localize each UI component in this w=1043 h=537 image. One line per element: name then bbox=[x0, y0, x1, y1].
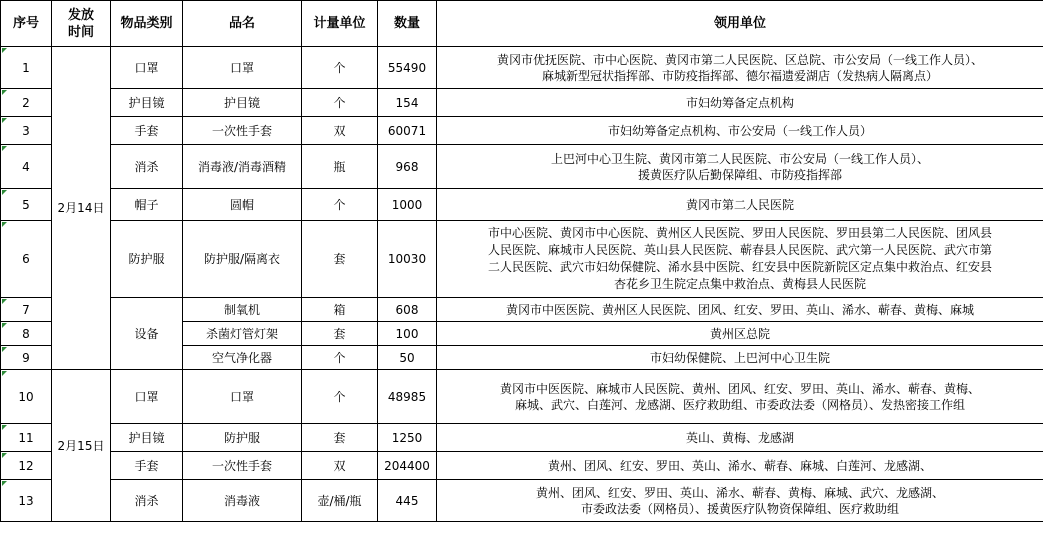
cell-category: 护目镜 bbox=[111, 89, 183, 117]
cell-date: 2月14日 bbox=[52, 47, 111, 370]
cell-qty: 100 bbox=[378, 322, 437, 346]
cell-name: 一次性手套 bbox=[183, 452, 302, 480]
cell-recipients: 市妇幼筹备定点机构、市公安局（一线工作人员） bbox=[437, 117, 1043, 145]
cell-unit: 个 bbox=[302, 47, 378, 89]
cell-seq: 13 bbox=[1, 480, 52, 522]
cell-recipients: 黄冈市第二人民医院 bbox=[437, 189, 1043, 221]
cell-seq: 9 bbox=[1, 346, 52, 370]
cell-name: 一次性手套 bbox=[183, 117, 302, 145]
cell-name: 消毒液/消毒酒精 bbox=[183, 145, 302, 189]
cell-category: 手套 bbox=[111, 452, 183, 480]
cell-seq: 8 bbox=[1, 322, 52, 346]
cell-unit: 个 bbox=[302, 189, 378, 221]
header-qty: 数量 bbox=[378, 1, 437, 47]
table-row bbox=[1, 145, 1043, 189]
header-date: 发放 时间 bbox=[52, 1, 111, 47]
cell-qty: 60071 bbox=[378, 117, 437, 145]
table-row bbox=[1, 370, 1043, 424]
cell-seq: 5 bbox=[1, 189, 52, 221]
cell-qty: 445 bbox=[378, 480, 437, 522]
cell-category: 消杀 bbox=[111, 145, 183, 189]
cell-recipients: 上巴河中心卫生院、黄冈市第二人民医院、市公安局（一线工作人员）、 援黄医疗队后勤保障组、市防疫指挥部 bbox=[437, 145, 1043, 189]
cell-unit: 壶/桶/瓶 bbox=[302, 480, 378, 522]
cell-qty: 1000 bbox=[378, 189, 437, 221]
cell-qty: 968 bbox=[378, 145, 437, 189]
cell-recipients: 市妇幼保健院、上巴河中心卫生院 bbox=[437, 346, 1043, 370]
cell-qty: 1250 bbox=[378, 424, 437, 452]
cell-qty: 50 bbox=[378, 346, 437, 370]
cell-category: 设备 bbox=[111, 298, 183, 370]
cell-unit: 个 bbox=[302, 370, 378, 424]
table-row bbox=[1, 424, 1043, 452]
cell-qty: 608 bbox=[378, 298, 437, 322]
cell-category: 护目镜 bbox=[111, 424, 183, 452]
header-seq: 序号 bbox=[1, 1, 52, 47]
cell-seq: 12 bbox=[1, 452, 52, 480]
header-row bbox=[1, 1, 1043, 47]
cell-name: 口罩 bbox=[183, 47, 302, 89]
cell-seq: 4 bbox=[1, 145, 52, 189]
cell-category: 口罩 bbox=[111, 370, 183, 424]
cell-unit: 双 bbox=[302, 452, 378, 480]
table-row bbox=[1, 47, 1043, 89]
cell-recipients: 黄州、团风、红安、罗田、英山、浠水、蕲春、黄梅、麻城、武穴、龙感湖、 市委政法委（网格员）、援黄医疗队物资保障组、医疗救助组 bbox=[437, 480, 1043, 522]
cell-seq: 1 bbox=[1, 47, 52, 89]
cell-qty: 48985 bbox=[378, 370, 437, 424]
cell-qty: 10030 bbox=[378, 221, 437, 298]
cell-name: 防护服 bbox=[183, 424, 302, 452]
cell-category: 手套 bbox=[111, 117, 183, 145]
cell-recipients: 英山、黄梅、龙感湖 bbox=[437, 424, 1043, 452]
cell-name: 消毒液 bbox=[183, 480, 302, 522]
cell-name: 护目镜 bbox=[183, 89, 302, 117]
table-row bbox=[1, 89, 1043, 117]
table-row bbox=[1, 480, 1043, 522]
cell-recipients: 黄州、团风、红安、罗田、英山、浠水、蕲春、麻城、白莲河、龙感湖、 bbox=[437, 452, 1043, 480]
cell-recipients: 黄冈市中医医院、麻城市人民医院、黄州、团风、红安、罗田、英山、浠水、蕲春、黄梅、 麻城、武穴、白莲河、龙感湖、医疗救助组、市委政法委（网格员）、发热密接工作组 bbox=[437, 370, 1043, 424]
cell-name: 口罩 bbox=[183, 370, 302, 424]
table-row bbox=[1, 221, 1043, 298]
table-row bbox=[1, 117, 1043, 145]
cell-name: 制氧机 bbox=[183, 298, 302, 322]
cell-recipients: 黄冈市优抚医院、市中心医院、黄冈市第二人民医院、区总院、市公安局（一线工作人员）、 麻城新型冠状指挥部、市防疫指挥部、德尔福遗爱湖店（发热病人隔离点） bbox=[437, 47, 1043, 89]
cell-unit: 套 bbox=[302, 424, 378, 452]
cell-category: 防护服 bbox=[111, 221, 183, 298]
table-row bbox=[1, 189, 1043, 221]
cell-seq: 7 bbox=[1, 298, 52, 322]
cell-seq: 6 bbox=[1, 221, 52, 298]
cell-unit: 个 bbox=[302, 346, 378, 370]
cell-category: 帽子 bbox=[111, 189, 183, 221]
cell-name: 杀菌灯管灯架 bbox=[183, 322, 302, 346]
cell-name: 圆帽 bbox=[183, 189, 302, 221]
cell-seq: 3 bbox=[1, 117, 52, 145]
cell-recipients: 黄州区总院 bbox=[437, 322, 1043, 346]
cell-qty: 154 bbox=[378, 89, 437, 117]
header-unit: 计量单位 bbox=[302, 1, 378, 47]
cell-name: 防护服/隔离衣 bbox=[183, 221, 302, 298]
cell-category: 口罩 bbox=[111, 47, 183, 89]
header-name: 品名 bbox=[183, 1, 302, 47]
cell-unit: 套 bbox=[302, 221, 378, 298]
cell-unit: 双 bbox=[302, 117, 378, 145]
cell-unit: 个 bbox=[302, 89, 378, 117]
cell-seq: 10 bbox=[1, 370, 52, 424]
table-row bbox=[1, 298, 1043, 322]
cell-date: 2月15日 bbox=[52, 370, 111, 522]
cell-qty: 204400 bbox=[378, 452, 437, 480]
cell-qty: 55490 bbox=[378, 47, 437, 89]
cell-unit: 瓶 bbox=[302, 145, 378, 189]
cell-recipients: 黄冈市中医医院、黄州区人民医院、团风、红安、罗田、英山、浠水、蕲春、黄梅、麻城 bbox=[437, 298, 1043, 322]
cell-unit: 箱 bbox=[302, 298, 378, 322]
cell-category: 消杀 bbox=[111, 480, 183, 522]
header-category: 物品类别 bbox=[111, 1, 183, 47]
cell-seq: 2 bbox=[1, 89, 52, 117]
cell-name: 空气净化器 bbox=[183, 346, 302, 370]
cell-recipients: 市中心医院、黄冈市中心医院、黄州区人民医院、罗田人民医院、罗田县第二人民医院、团风县 人民医院、麻城市人民医院、英山县人民医院、蕲春县人民医院、武穴第一人民医院、武穴市第 二人民医院、武穴市妇幼保健院、浠水县中医院、红安县中医院新院区定点集中救治点、红安县 杏花乡卫生院定点集中救治点、黄梅县人民医院 bbox=[437, 221, 1043, 298]
cell-recipients: 市妇幼筹备定点机构 bbox=[437, 89, 1043, 117]
header-recipients: 领用单位 bbox=[437, 1, 1043, 47]
cell-seq: 11 bbox=[1, 424, 52, 452]
cell-unit: 套 bbox=[302, 322, 378, 346]
table-row bbox=[1, 452, 1043, 480]
